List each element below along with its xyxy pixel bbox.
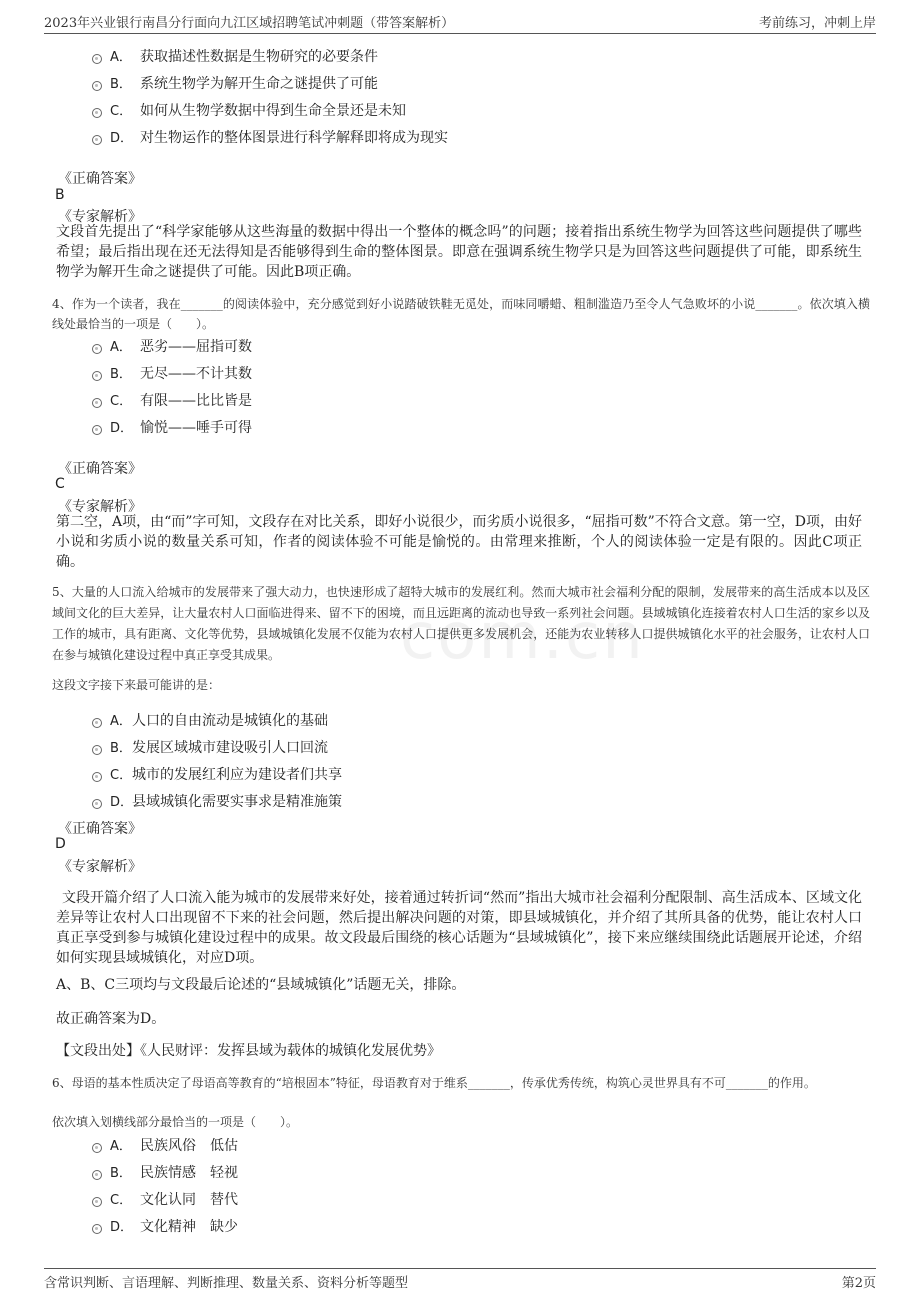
option-letter: C． [110,104,133,119]
q4-option-a[interactable] [92,336,252,356]
radio-icon[interactable] [92,344,102,354]
q5-option-d[interactable] [92,791,342,811]
q3-option-c[interactable] [92,100,406,120]
q3-analysis: 文段首先提出了“科学家能够从这些海量的数据中得出一个整体的概念吗”的问题；接着指出系统生物学为回答这些问题提供了哪些希望；最后指出现在还无法得知是否能够得到生命的整体图景。即意在强调系统生物学只是为回答这些问题提供了可能，即系统生物学为解开生命之谜提供了可能。因此B项正确。 [56,224,862,280]
q3-option-a[interactable] [92,46,378,66]
option-letter: D． [110,421,134,436]
q3-analysis-label: 《专家解析》 [58,209,142,225]
option-letter: A． [110,340,132,355]
header-slogan: 考前练习，冲刺上岸 [758,16,876,31]
q4-option-b[interactable] [92,363,252,383]
radio-icon[interactable] [92,1143,102,1153]
option-letter: B． [110,367,132,382]
radio-icon[interactable] [92,772,102,782]
document-title: 2023年兴业银行南昌分行面向九江区域招聘笔试冲刺题（带答案解析） [44,16,455,31]
option-letter: B． [110,77,132,92]
q5-analysis: 文段开篇介绍了人口流入能为城市的发展带来好处，接着通过转折词“然而”指出大城市社会福利分配限制、高生活成本、区域文化差异等让农村人口出现留不下来的社会问题，然后提出解决问题的对策，即县域城镇化，并介绍了其所具备的优势，能让农村人口真正享受到参与城镇化建设过程中的成果。故文段最后围绕的核心话题为“县域城镇化”，接下来应继续围绕此话题展开论述，介绍如何实现县域城镇化，对应D项。 [56,890,862,966]
option-letter: C． [110,1193,133,1208]
option-letter: C． [110,394,133,409]
q4-option-c[interactable] [92,390,252,410]
q5-analysis-label: 《专家解析》 [58,859,142,875]
q3-answer-label: 《正确答案》 [58,171,142,187]
footer-divider [44,1268,876,1269]
radio-icon[interactable] [92,54,102,64]
q6-stem: 6、母语的基本性质决定了母语高等教育的“培根固本”特征，母语教育对于维系_______，传承优秀传统，构筑心灵世界具有不可_______的作用。 [52,1076,816,1090]
option-text: 文化精神 缺少 [140,1219,238,1235]
option-text: 恶劣——屈指可数 [140,339,252,355]
option-letter: A． [110,714,132,729]
q6-prompt: 依次填入划横线部分最恰当的一项是（ ）。 [52,1115,299,1129]
option-text: 文化认同 替代 [140,1192,238,1208]
option-letter: D． [110,131,134,146]
option-letter: A． [110,1139,132,1154]
q3-answer: B [55,187,65,203]
q4-analysis-label: 《专家解析》 [58,499,142,515]
option-text: 对生物运作的整体图景进行科学解释即将成为现实 [140,130,448,146]
option-letter: C． [110,768,133,783]
q4-answer-label: 《正确答案》 [58,461,142,477]
q4-option-d[interactable] [92,417,252,437]
watermark: com.cn [400,600,645,674]
option-text: 发展区域城市建设吸引人口回流 [132,740,328,756]
q3-option-b[interactable] [92,73,378,93]
page-number: 第2页 [841,1276,876,1291]
radio-icon[interactable] [92,799,102,809]
q4-answer: C [55,476,65,492]
option-text: 县域城镇化需要实事求是精准施策 [132,794,342,810]
q5-answer: D [55,836,66,852]
q5-stem: 5、大量的人口流入给城市的发展带来了强大动力，也快速形成了超特大城市的发展红利。然而大城市社会福利分配的限制，发展带来的高生活成本以及区域间文化的巨大差异，让大量农村人口面临进得来、留不下的困境，而且远距离的流动也导致一系列社会问题。县域城镇化连接着农村人口生活的家乡以及工作的城市，具有距离、文化等优势，县域城镇化发展不仅能为农村人口提供更多发展机会，还能为农业转移人口提供城镇化水平的社会服务，让农村人口在参与城镇化建设过程中真正享受其成果。 [52,585,870,662]
option-text: 无尽——不计其数 [140,366,252,382]
q5-source: 【文段出处】《人民财评：发挥县域为载体的城镇化发展优势》 [56,1043,441,1059]
radio-icon[interactable] [92,425,102,435]
option-text: 有限——比比皆是 [140,393,252,409]
radio-icon[interactable] [92,371,102,381]
radio-icon[interactable] [92,135,102,145]
q5-answer-label: 《正确答案》 [58,821,142,837]
footer-topics: 含常识判断、言语理解、判断推理、数量关系、资料分析等题型 [44,1276,409,1291]
option-text: 人口的自由流动是城镇化的基础 [132,713,328,729]
radio-icon[interactable] [92,1224,102,1234]
option-text: 民族情感 轻视 [140,1165,238,1181]
option-text: 民族风俗 低估 [140,1138,238,1154]
q4-analysis: 第二空，A项，由“而”字可知，文段存在对比关系，即好小说很少，而劣质小说很多，“屈指可数”不符合文意。第一空，D项，由好小说和劣质小说的数量关系可知，作者的阅读体验不可能是愉悦的。由常理来推断，个人的阅读体验一定是有限的。因此C项正确。 [56,514,862,570]
option-letter: D． [110,795,134,810]
option-text: 愉悦——唾手可得 [140,420,252,436]
option-letter: B． [110,741,132,756]
q5-analysis-2: A、B、C三项均与文段最后论述的“县域城镇化”话题无关，排除。 [56,977,466,993]
option-text: 如何从生物学数据中得到生命全景还是未知 [140,103,406,119]
radio-icon[interactable] [92,1170,102,1180]
q5-option-b[interactable] [92,737,328,757]
q5-prompt: 这段文字接下来最可能讲的是： [52,678,221,692]
q6-option-c[interactable] [92,1189,238,1209]
radio-icon[interactable] [92,1197,102,1207]
q3-option-d[interactable] [92,127,448,147]
q6-option-d[interactable] [92,1216,238,1236]
option-text: 获取描述性数据是生物研究的必要条件 [140,49,378,65]
radio-icon[interactable] [92,745,102,755]
q5-option-a[interactable] [92,710,328,730]
header-divider [44,33,876,34]
option-letter: B． [110,1166,132,1181]
option-text: 系统生物学为解开生命之谜提供了可能 [140,76,378,92]
option-letter: D． [110,1220,134,1235]
q5-option-c[interactable] [92,764,342,784]
q4-stem: 4、作为一个读者，我在_______的阅读体验中，充分感觉到好小说踏破铁鞋无觅处，而味同嚼蜡、粗制滥造乃至令人气急败坏的小说_______。依次填入横线处最恰当的一项是（ ）。 [52,297,870,331]
radio-icon[interactable] [92,398,102,408]
q5-analysis-3: 故正确答案为D。 [56,1011,166,1027]
option-letter: A． [110,50,132,65]
q6-option-b[interactable] [92,1162,238,1182]
option-text: 城市的发展红利应为建设者们共享 [132,767,342,783]
radio-icon[interactable] [92,81,102,91]
radio-icon[interactable] [92,718,102,728]
radio-icon[interactable] [92,108,102,118]
q6-option-a[interactable] [92,1135,238,1155]
